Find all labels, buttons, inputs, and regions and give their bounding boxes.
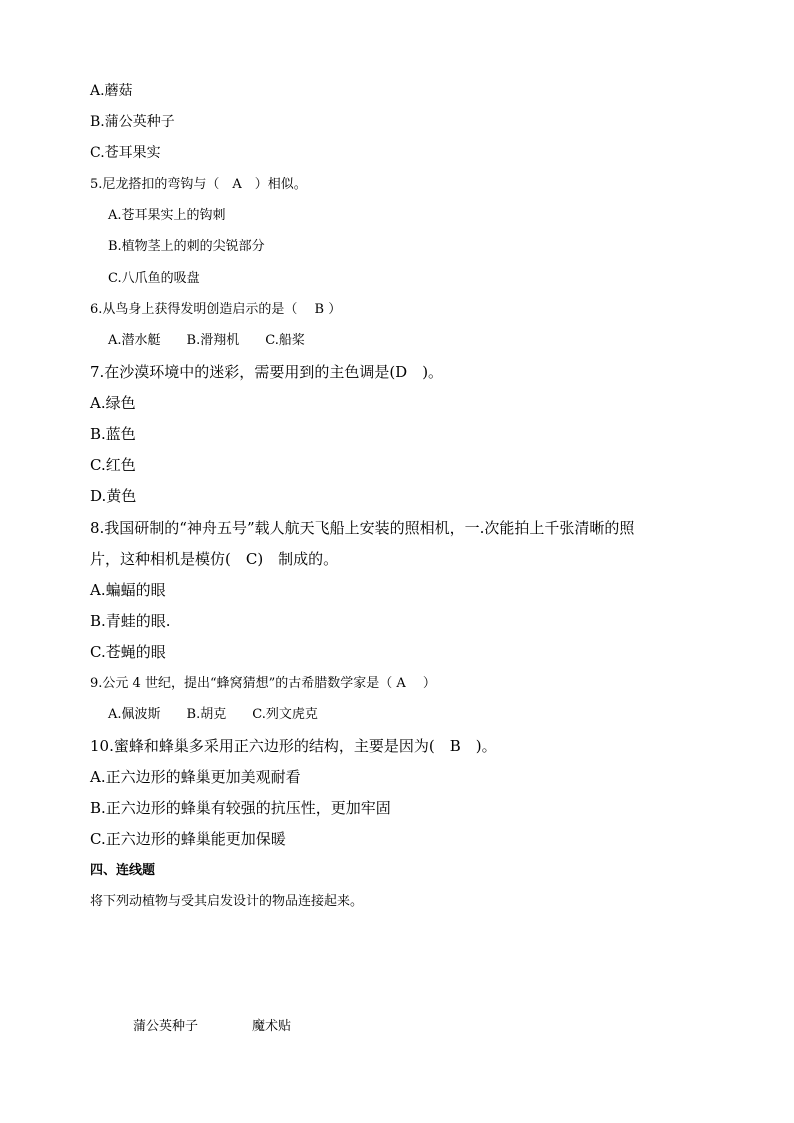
option-line: C.苍蝇的眼 (90, 643, 166, 661)
option-line: C.苍耳果实 (90, 145, 161, 161)
option-line: A.苍耳果实上的钩刺 (108, 208, 226, 223)
option-line: A.绿色 (90, 394, 136, 412)
option-line: A.蘑菇 (90, 83, 133, 99)
question-line: 8.我国研制的“神舟五号”载人航天飞船上安装的照相机，一.次能拍上千张清晰的照 (90, 519, 635, 537)
option-line: B.植物茎上的刺的尖锐部分 (108, 239, 265, 254)
option-line: C.正六边形的蜂巢能更加保暖 (90, 830, 286, 848)
option-line: B.青蛙的眼. (90, 612, 171, 630)
option-line: B.蒲公英种子 (90, 114, 175, 130)
option-line: C.八爪鱼的吸盘 (108, 271, 200, 286)
question-line: 10.蜜蜂和蜂巢多采用正六边形的结构，主要是因为( B )。 (90, 737, 497, 755)
matching-left-item: 蒲公英种子 (133, 1019, 199, 1034)
option-line: B.正六边形的蜂巢有较强的抗压性，更加牢固 (90, 799, 391, 817)
instruction-text: 将下列动植物与受其启发设计的物品连接起来。 (90, 894, 364, 909)
option-line: C.红色 (90, 456, 136, 474)
option-line: A.蝙蝠的眼 (90, 581, 166, 599)
option-line: A.潜水艇 B.滑翔机 C.船桨 (108, 333, 305, 348)
question-line: 9.公元 4 世纪，提出“蜂窝猜想”的古希腊数学家是（ A ） (90, 676, 436, 691)
option-line: A.佩波斯 B.胡克 C.列文虎克 (108, 707, 318, 722)
section-heading: 四、连线题 (90, 863, 156, 878)
question-line: 片，这种相机是模仿( C) 制成的。 (90, 550, 339, 568)
option-line: D.黄色 (90, 487, 137, 505)
option-line: A.正六边形的蜂巢更加美观耐看 (90, 768, 301, 786)
matching-right-item: 魔术贴 (252, 1019, 292, 1034)
option-line: B.蓝色 (90, 425, 136, 443)
question-line: 7.在沙漠环境中的迷彩，需要用到的主色调是(D )。 (90, 363, 444, 381)
question-line: 5.尼龙搭扣的弯钩与（ A ）相似。 (90, 177, 307, 192)
question-line: 6.从鸟身上获得发明创造启示的是（ B ） (90, 302, 342, 317)
